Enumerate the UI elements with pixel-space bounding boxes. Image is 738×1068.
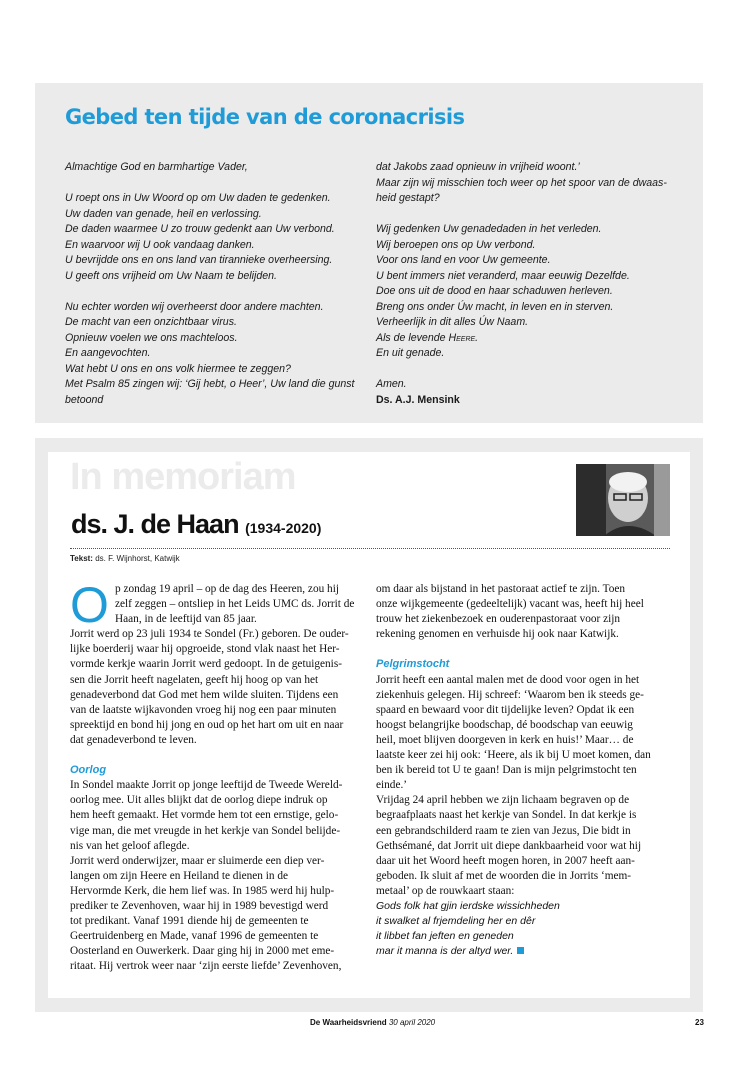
prayer-signature: Ds. A.J. Mensink (376, 393, 460, 406)
heere-suffix: . (475, 331, 479, 344)
article-line: van de laatste wijkavonden vroeg hij nog een paar minuten (70, 703, 337, 716)
article-line: Haan, in de leeftijd van 85 jaar. (115, 613, 257, 626)
memoriam-name: ds. J. de Haan (71, 509, 239, 539)
prayer-line: Opnieuw voelen we ons machteloos. (65, 331, 238, 344)
article-line: Jorrit werd op 23 juli 1934 te Sondel (Fr.) geboren. De ouder- (70, 628, 349, 641)
article-line: ziekenhuis gelegen. Hij schreef: ‘Waarom ben ik steeds ge- (376, 688, 644, 701)
article-line: rekening genomen en verhuisde hij ook naar Katwijk. (376, 628, 619, 641)
prayer-line: De daden waarmee U zo trouw gedenkt aan Uw verbond. (65, 223, 335, 235)
article-line: om daar als bijstand in het pastoraat actief te zijn. Toen (376, 583, 626, 595)
article-column-left (70, 577, 366, 974)
prayer-line: Uw daden van genade, heil en verlossing. (65, 207, 262, 220)
article-line: p zondag 19 april – op de dag des Heeren, zou hij (115, 583, 339, 595)
prayer-line: U roept ons in Uw Woord op om Uw daden te gedenken. (65, 192, 331, 204)
prayer-line-heere (376, 331, 676, 347)
prayer-line: heid gestapt? (376, 192, 440, 204)
heere-prefix: Als de levende (376, 331, 449, 344)
prayer-line: U geeft ons vrijheid om Uw Naam te belijden. (65, 269, 277, 282)
drop-cap: O (70, 577, 109, 633)
memoriam-name-line (71, 506, 321, 546)
poem-line: it swalket al frjemdeling her en dêr (376, 915, 536, 928)
prayer-column-left (65, 160, 365, 408)
prayer-line: U bent immers niet veranderd, maar eeuwig Dezelfde. (376, 269, 630, 282)
article-line: prediker te Zevenhoven, waar hij in 1989 bevestigd werd (70, 899, 329, 912)
prayer-line: Wij beroepen ons op Uw verbond. (376, 238, 536, 251)
prayer-line: betoond (65, 393, 104, 406)
article-line: geboden. Ik sluit af met de woorden die in Jorrits ‘mem- (376, 869, 632, 882)
subheading-oorlog: Oorlog (70, 764, 107, 777)
byline-label: Tekst: (70, 554, 93, 563)
prayer-line: dat Jakobs zaad opnieuw in vrijheid woont.’ (376, 161, 580, 173)
memoriam-box (35, 438, 703, 1012)
article-line: hoogst belangrijke boodschap, dé boodschap van eeuwig (376, 718, 633, 731)
article-line: Oosterland en Ouwerkerk. Daar ging hij in 2000 met eme- (70, 945, 335, 958)
article-line: langen om zijn Heere en Heiland te dienen in de (70, 869, 289, 882)
article-line: spaard en bewaard voor dit tijdelijke leven? Opdat ik een (376, 703, 635, 716)
prayer-line: En uit genade. (376, 347, 445, 359)
article-line: Geertruidenberg en Made, vanaf 1996 de gemeenten te (70, 930, 319, 943)
portrait-photo (576, 464, 670, 536)
article-line: begraafplaats naast het kerkje van Sondel. In dat kerkje is (376, 809, 637, 822)
prayer-line: Voor ons land en voor Uw gemeente. (376, 254, 551, 266)
article-line: ritaat. Hij vertrok weer naar ‘zijn eerste liefde’ Zevenhoven, (70, 960, 342, 973)
memoriam-inner (48, 452, 690, 998)
prayer-line: Wat hebt U ons en ons volk hiermee te zeggen? (65, 362, 291, 375)
article-line: metaal’ op de rouwkaart staan: (376, 884, 515, 897)
article-line: In Sondel maakte Jorrit op jonge leeftijd de Tweede Wereld- (70, 779, 343, 792)
prayer-line: Maar zijn wij misschien toch weer op het spoor van de dwaas- (376, 176, 667, 189)
poem-line: it libbet fan jeften en geneden (376, 930, 514, 943)
article-line: Jorrit werd onderwijzer, maar er sluimerde een diep ver- (70, 854, 325, 867)
prayer-amen: Amen. (376, 378, 407, 390)
prayer-line: Verheerlijk in dit alles Úw Naam. (376, 316, 529, 328)
article-line: lijke boerderij waar hij opgroeide, stond vlak naast het Her- (70, 643, 340, 656)
prayer-line: En aangevochten. (65, 347, 151, 359)
article-line: vormde kerkje waarin Jorrit werd gedoopt. In de getuigenis- (70, 658, 342, 671)
article-line: sen die Jorrit heeft nagelaten, geeft hij hoog op van het (70, 673, 319, 686)
prayer-title: Gebed ten tijde van de coronacrisis (65, 105, 465, 129)
article-line: trouw het ziekenbezoek en ouderenpastoraat voor zijn (376, 613, 621, 626)
article-line: onze wijkgemeente (gedeeltelijk) vacant was, heeft hij heel (376, 598, 644, 611)
byline (70, 554, 180, 563)
article-line: einde.’ (376, 779, 408, 792)
article-line: Vrijdag 24 april hebben we zijn lichaam begraven op de (376, 794, 630, 807)
article-line: vige man, die met vreugde in het kerkje van Sondel belijde- (70, 824, 341, 837)
prayer-line: Doe ons uit de dood en haar schaduwen herleven. (376, 285, 613, 297)
article-line: nis van het geloof aflegde. (70, 839, 190, 852)
prayer-line: De macht van een onzichtbaar virus. (65, 316, 237, 328)
article-column-right (376, 582, 676, 959)
article-line: spreektijd en bond hij jong en oud op het hart om uit en naar (70, 718, 344, 731)
memoriam-heading: In memoriam (70, 456, 296, 498)
memoriam-years: (1934-2020) (245, 520, 322, 536)
article-line: oorlog mee. Uit alles blijkt dat de oorlog diepe indruk op (70, 794, 328, 807)
article-line: tot predikant. Vanaf 1991 diende hij de gemeenten te (70, 915, 309, 928)
prayer-line: Met Psalm 85 zingen wij: ‘Gij hebt, o Heer’, Uw land die gunst (65, 378, 355, 390)
prayer-line: Almachtige God en barmhartige Vader, (65, 161, 248, 173)
article-line: heil, moet blijven doorgeven in kerk en huis!’ Maar… de (376, 733, 634, 746)
article-line: zelf zeggen – ontsliep in het Leids UMC ds. Jorrit de (115, 598, 355, 611)
prayer-box (35, 83, 703, 423)
article-line: een gebrandschilderd raam te zien van Jezus, Die bidt in (376, 824, 631, 837)
article-line: daar uit het Woord heeft mogen horen, in 2007 heeft aan- (376, 854, 635, 867)
end-square-icon (517, 947, 524, 954)
article-line: hem heeft gemaakt. Het vormde hem tot een ernstige, gelo- (70, 809, 339, 822)
poem-line-last (376, 944, 676, 959)
footer-magazine: De Waarheidsvriend (310, 1018, 387, 1027)
prayer-column-right (376, 160, 676, 408)
article-line: laatste keer zei hij ook: ‘Heere, als ik bij U moet komen, dan (376, 749, 651, 762)
article-line: genadeverbond dat God met hem wilde sluiten. Tijdens een (70, 688, 339, 701)
footer-publication (310, 1018, 435, 1027)
article-line: ben ik bereid tot U te gaan! Dan is mijn pelgrimstocht ten (376, 764, 637, 777)
footer-date: 30 april 2020 (388, 1018, 436, 1027)
article-line: dat genadeverbond te leven. (70, 733, 197, 746)
poem-line: Gods folk hat gjin ierdske wissichheden (376, 899, 560, 912)
prayer-line: Nu echter worden wij overheerst door andere machten. (65, 300, 324, 313)
prayer-line: U bevrijdde ons en ons land van tirannieke overheersing. (65, 254, 333, 266)
article-line: Gethsémané, dat Jorrit uit diepe dankbaarheid voor wat hij (376, 839, 642, 852)
subheading-pelgrimstocht: Pelgrimstocht (376, 658, 450, 671)
poem-line: mar it manna is der altyd wer. (376, 945, 514, 958)
page-number: 23 (695, 1018, 704, 1027)
prayer-line: Wij gedenken Uw genadedaden in het verleden. (376, 223, 602, 235)
article-line: Hervormde Kerk, die hem lief was. In 1985 werd hij hulp- (70, 884, 335, 897)
prayer-line: En waarvoor wij U ook vandaag danken. (65, 238, 255, 251)
prayer-line: Breng ons onder Úw macht, in leven en in sterven. (376, 300, 614, 313)
heere-word: Heere (448, 331, 476, 344)
dotted-divider (70, 548, 670, 549)
article-line: Jorrit heeft een aantal malen met de dood voor ogen in het (376, 673, 640, 686)
byline-author: ds. F. Wijnhorst, Katwijk (95, 554, 180, 563)
